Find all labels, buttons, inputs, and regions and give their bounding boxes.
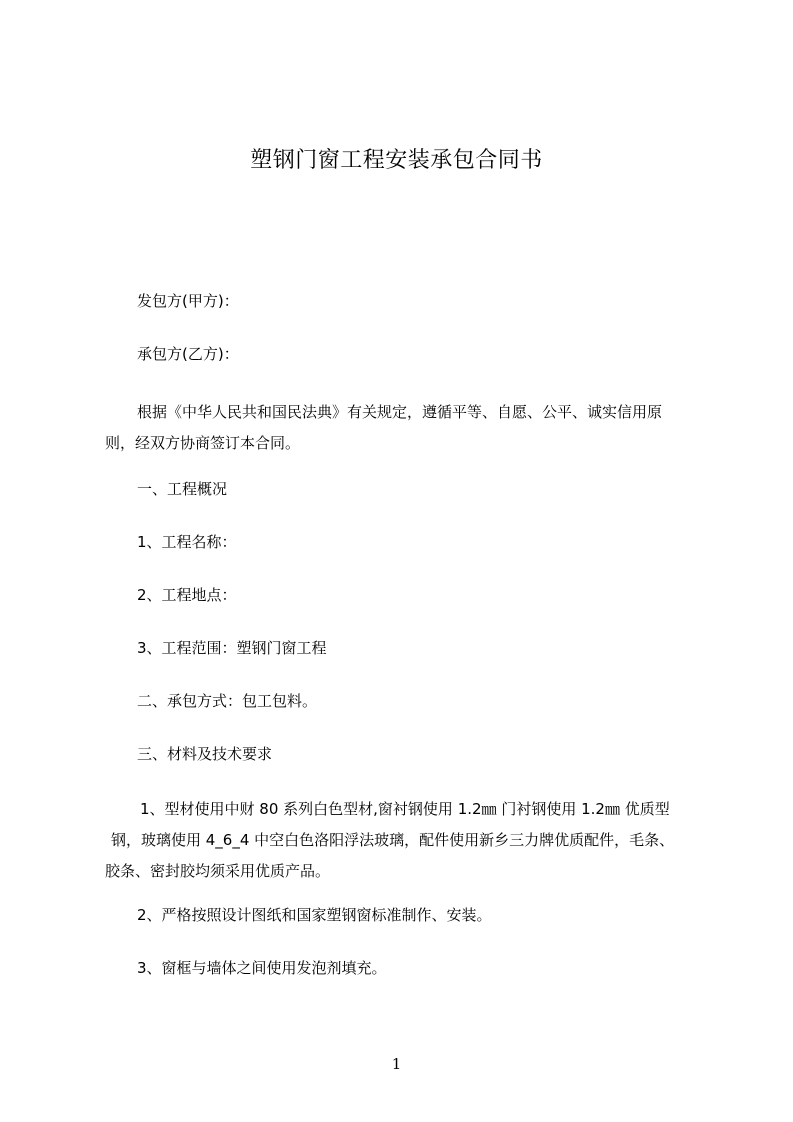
page-number: 1 [391,1055,402,1073]
preamble-line: 根据《中华人民共和国民法典》有关规定，遵循平等、自愿、公平、诚实信用原 [137,403,663,421]
section-heading-materials: 三、材料及技术要求 [137,745,273,763]
party-a-label: 发包方(甲方)： [137,292,239,310]
section-heading-contract-mode: 二、承包方式：包工包料。 [137,692,318,710]
materials-line: 1、型材使用中财 80 系列白色型材,窗衬钢使用 1.2㎜ 门衬钢使用 1.2㎜ 优质型 [140,800,670,818]
party-b-label: 承包方(乙方)： [137,345,239,363]
document-title: 塑钢门窗工程安装承包合同书 [250,148,543,173]
materials-line: 钢，玻璃使用 4_6_4 中空白色洛阳浮法玻璃，配件使用新乡三力牌优质配件，毛条、 [111,831,675,849]
project-location-label: 2、工程地点： [137,586,237,604]
materials-line: 胶条、密封胶均须采用优质产品。 [105,862,331,880]
materials-item-1-paragraph [105,794,705,887]
section-heading-overview: 一、工程概况 [137,480,228,498]
preamble-line: 则，经双方协商签订本合同。 [105,434,301,452]
project-scope-label: 3、工程范围：塑钢门窗工程 [137,639,327,657]
preamble-paragraph [105,397,705,459]
materials-item-2: 2、严格按照设计图纸和国家塑钢窗标准制作、安装。 [137,906,492,924]
project-name-label: 1、工程名称： [137,533,237,551]
materials-item-3: 3、窗框与墙体之间使用发泡剂填充。 [137,959,387,977]
